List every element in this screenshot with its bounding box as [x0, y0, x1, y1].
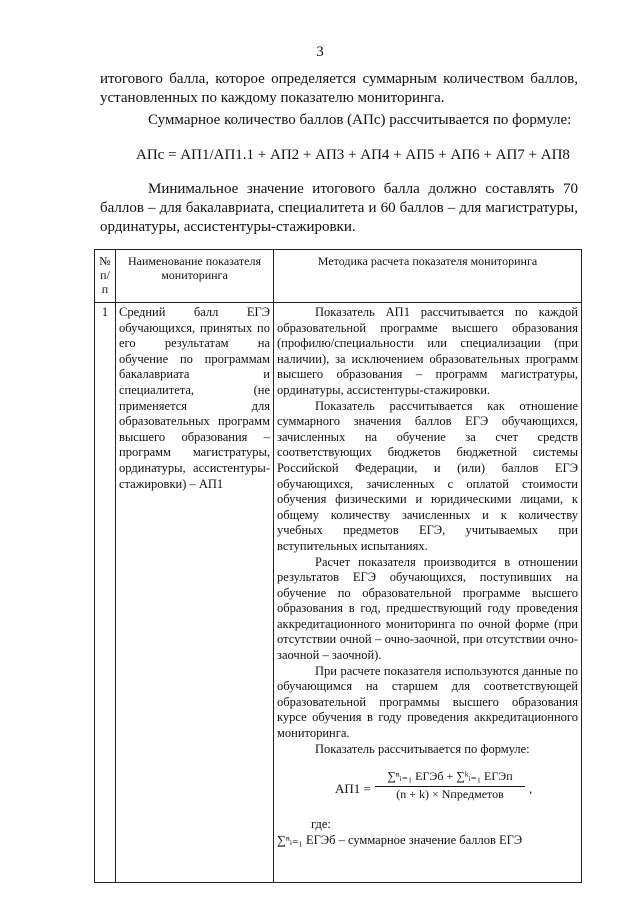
formula-denominator: (n + k) × Nпредметов [396, 786, 504, 801]
sum-definition-line: ∑ⁿᵢ₌₁ ЕГЭб – суммарное значение баллов ЕГЭ [277, 832, 523, 847]
header-method: Методика расчета показателя мониторинга [274, 250, 582, 303]
method-paragraph: При расчете показателя используются данные по обучающимся на старшем для соответствующей образовательной программы высшего образования курсе обучения в году проведения аккредитационного мониторинга. [277, 663, 578, 741]
method-paragraph: Показатель рассчитывается как отношение суммарного значения баллов ЕГЭ обучающихся, зачисленных на обучение за счет средств соответствующих бюджетов бюджетной системы Российской Федерации, и (или) баллов ЕГЭ обучающихся, зачисленных с оплатой стоимости обучения физическими и юридическими лицами, к общему количеству зачисленных и к количеству учебных предметов ЕГЭ, учитываемых при вступительных испытаниях. [277, 398, 578, 553]
header-num: № п/п [95, 250, 116, 303]
header-name: Наименование показателя мониторинга [116, 250, 274, 303]
method-paragraph: Расчет показателя производится в отношении результатов ЕГЭ обучающихся, поступивших на обучение по образовательной программе высшего образования в год, предшествующий году проведения аккредитационного мониторинга по очной форме (при отсутствии очной – очно-заочной, при отсутствии очно-заочной – заочной). [277, 554, 578, 663]
indicator-name: Средний балл ЕГЭ обучающихся, принятых по его результатам на обучение по программам бакалавриата и специалитета, (не применяется для образовательных программ высшего образования – программ магистратуры, ординатуры, ассистентуры-стажировки) – АП1 [116, 303, 274, 883]
ap1-formula [335, 769, 578, 811]
formula-numerator: ∑ⁿᵢ₌₁ ЕГЭб + ∑ᵏᵢ₌₁ ЕГЭп [375, 769, 525, 787]
table-header-row [95, 250, 582, 303]
method-cell [274, 303, 582, 883]
where-label: где: [311, 817, 331, 832]
paragraph-1: итогового балла, которое определяется суммарным количеством баллов, установленных по каждому показателю мониторинга. [100, 71, 578, 106]
table-row [95, 303, 582, 883]
formula-comma: , [529, 781, 533, 797]
paragraph-3: Минимальное значение итогового балла должно составлять 70 баллов – для бакалавриата, специалитета и 60 баллов – для магистратуры, ординатуры, ассистентуры-стажировки. [100, 181, 578, 235]
monitoring-table [94, 249, 582, 883]
method-paragraph: Показатель рассчитывается по формуле: [315, 741, 530, 756]
method-paragraph: Показатель АП1 рассчитывается по каждой образовательной программе высшего образования (профилю/специальности или специализации (при наличии), за исключением образовательных программ высшего образования – программ магистратуры, ординатуры, ассистентуры-стажировки. [277, 305, 578, 397]
total-score-formula: АПс = АП1/АП1.1 + АП2 + АП3 + АП4 + АП5 + АП6 + АП7 + АП8 [136, 147, 570, 163]
row-number: 1 [95, 303, 116, 883]
paragraph-2: Суммарное количество баллов (АПс) рассчитывается по формуле: [148, 112, 572, 128]
page-number: 3 [316, 44, 324, 60]
formula-fraction [375, 769, 525, 802]
formula-lhs: АП1 = [335, 781, 371, 797]
